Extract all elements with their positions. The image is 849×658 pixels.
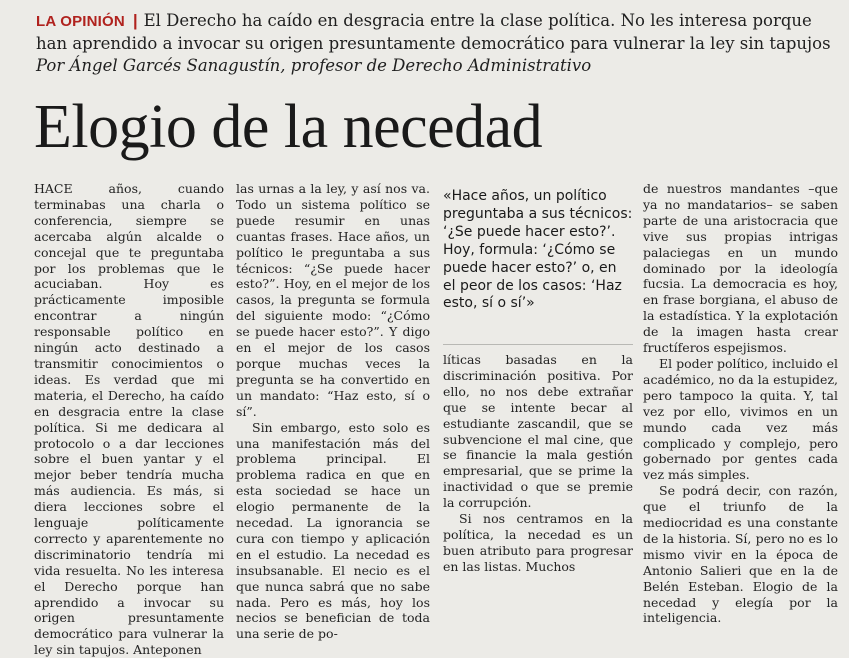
subtitle-line-1 [36,10,836,33]
column-4 [643,181,838,626]
paragraph: de nuestros mandantes –que ya no mandatarios– se saben parte de una aristocracia que vive sus propias intrigas palaciegas en un mundo dominado por la ideología fucsia. La democracia es hoy, en frase borgiana, el abuso de la estadística. Y la explotación de la imagen hasta crear fructíferos espejismos. [643,181,838,356]
headline: Elogio de la necedad [34,93,543,161]
subtitle-line-2: han aprendido a invocar su origen presuntamente democrático para vulnerar la ley sin tapujos [36,34,831,53]
article-header [36,10,836,77]
paragraph: Se podrá decir, con razón, que el triunfo de la mediocridad es una constante de la historia. Sí, pero no es lo mismo vivir en la época de Antonio Salieri que en la de Belén Esteban. Elogio de la necedad y elegía por la inteligencia. [643,483,838,626]
pull-quote: «Hace años, un político preguntaba a sus técnicos: ‘¿Se puede hacer esto?’. Hoy, formula: ‘¿Cómo se puede hacer esto?’ o, en el peor de los casos: ‘Haz esto, sí o sí’» [443,188,633,312]
paragraph: Sin embargo, esto solo es una manifestación más del problema principal. El problema radica en que en esta sociedad se hace un elogio permanente de la necedad. La ignorancia se cura con tiempo y aplicación en el estudio. La necedad es insubsanable. El necio es el que nunca sabrá que no sabe nada. Pero es más, hoy los necios se benefician de toda una serie de po- [236,419,430,642]
subtitle-text-1: El Derecho ha caído en desgracia entre la clase política. No les interesa porque [143,11,812,30]
paragraph: líticas basadas en la discriminación positiva. Por ello, no nos debe extrañar que se intente becar al estudiante zascandil, que se subvencione el mal cine, que se financie la mala gestión empresarial, que se prime la inactividad o que se premie la corrupción. [443,352,633,511]
byline: Por Ángel Garcés Sanagustín, profesor de Derecho Administrativo [36,56,592,75]
paragraph: El poder político, incluido el académico, no da la estupidez, pero tampoco la quita. Y, tal vez por ello, vivimos en un mundo cada vez más complicado y complejo, pero gobernado por gentes cada vez más simples. [643,355,838,483]
paragraph: Si nos centramos en la política, la necedad es un buen atributo para progresar en las listas. Muchos [443,511,633,574]
column-3 [443,352,633,575]
section-label: LA OPINIÓN [36,13,125,30]
column-1 [34,181,224,658]
divider [443,344,633,345]
paragraph: las urnas a la ley, y así nos va. Todo un sistema político se puede resumir en unas cuantas frases. Hace años, un político le preguntaba a sus técnicos: “¿Se puede hacer esto?”. Hoy, en el mejor de los casos, la pregunta se formula del siguiente modo: “¿Cómo se puede hacer esto?”. Y digo en el mejor de los casos porque muchas veces la pregunta se ha convertido en un mandato: “Haz esto, sí o sí”. [236,181,430,419]
column-2 [236,181,430,642]
paragraph: HACE años, cuando terminabas una charla o conferencia, siempre se acercaba algún alcalde o concejal que te preguntaba por los problemas que le acuciaban. Hoy es prácticamente imposible encontrar a ningún responsable político en ningún acto destinado a transmitir conocimientos o ideas. Es verdad que mi materia, el Derecho, ha caído en desgracia entre la clase política. Si me dedicara al protocolo o a dar lecciones sobre el buen yantar y el mejor beber tendría mucha más audiencia. Es más, si diera lecciones sobre el lenguaje políticamente correcto y aparentemente no discriminatorio tendría mi vida resuelta. No les interesa el Derecho porque han aprendido a invocar su origen presuntamente democrático para vulnerar la ley sin tapujos. Anteponen [34,181,224,658]
section-separator: | [132,12,138,30]
